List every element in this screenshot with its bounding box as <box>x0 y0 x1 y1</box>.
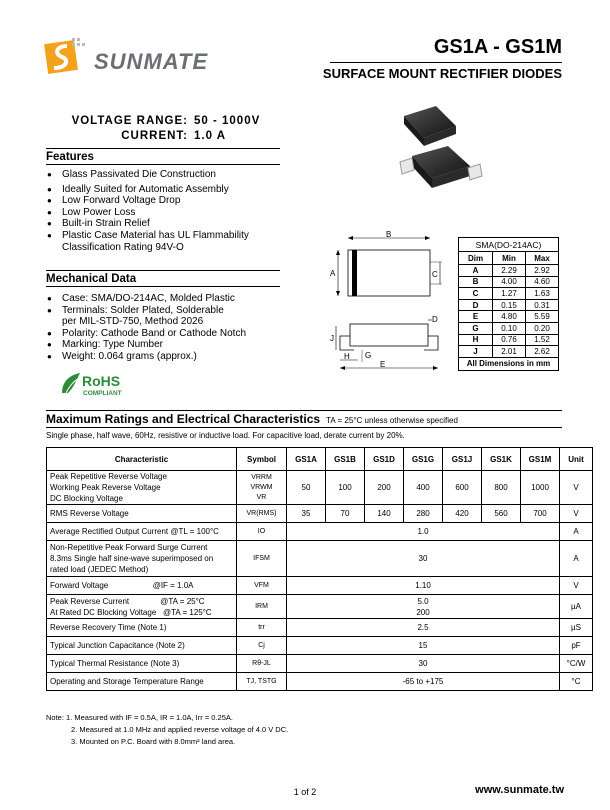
cell-line: Typical Junction Capacitance (Note 2) <box>50 641 185 650</box>
cell-line: 5.0 <box>417 596 429 606</box>
column-header: GS1K <box>482 448 521 471</box>
condition-text: TA = 25°C unless otherwise specified <box>326 416 458 425</box>
symbol-cell <box>237 595 287 619</box>
column-header: Max <box>526 252 559 265</box>
cell-line: Typical Thermal Resistance (Note 3) <box>50 659 180 668</box>
unit-cell: V <box>560 505 593 523</box>
column-header: Characteristic <box>47 448 237 471</box>
dim-label: G <box>365 351 372 360</box>
characteristic-cell <box>47 523 237 541</box>
table-cell: G <box>459 322 493 334</box>
table-cell: 1.27 <box>493 288 526 300</box>
characteristic-cell <box>47 595 237 619</box>
column-header: GS1D <box>365 448 404 471</box>
table-row <box>459 288 559 300</box>
section-title: Maximum Ratings and Electrical Characteristics <box>46 412 321 426</box>
table-cell: 4.80 <box>493 311 526 323</box>
cell-line: Cj <box>258 641 265 649</box>
cell-line: -65 to +175 <box>402 677 444 686</box>
table-cell: 0.31 <box>526 299 559 311</box>
mechanical-list <box>46 293 246 363</box>
column-header: Min <box>493 252 526 265</box>
unit-cell: pF <box>560 637 593 655</box>
dim-label: C <box>432 270 438 279</box>
value-cell: 35 <box>287 505 326 523</box>
table-row <box>47 637 593 655</box>
notes <box>46 712 288 748</box>
rohs-sub-text: COMPLIANT <box>83 390 122 397</box>
table-cell: 2.29 <box>493 265 526 277</box>
ratings-summary <box>46 114 260 144</box>
table-row <box>47 523 593 541</box>
rohs-main-text: RoHS <box>82 373 121 389</box>
value-cell: 200 <box>365 471 404 505</box>
symbol-cell <box>237 471 287 505</box>
value-cell: 700 <box>521 505 560 523</box>
cell-line: Reverse Recovery Time (Note 1) <box>50 623 167 632</box>
value-cell: 100 <box>326 471 365 505</box>
unit-cell: A <box>560 541 593 577</box>
cell-line: VR <box>256 493 267 501</box>
table-cell: 0.20 <box>526 322 559 334</box>
dim-label: E <box>380 360 386 369</box>
symbol-cell <box>237 523 287 541</box>
value-cell: 1000 <box>521 471 560 505</box>
dim-label: B <box>386 230 392 239</box>
value-cell <box>287 637 560 655</box>
cell-line: 2.5 <box>417 623 429 632</box>
value-cell <box>287 577 560 595</box>
symbol-cell <box>237 637 287 655</box>
table-row <box>47 577 593 595</box>
characteristic-cell <box>47 577 237 595</box>
characteristic-cell <box>47 471 237 505</box>
cell-line: Peak Repetitive Reverse Voltage <box>50 472 167 481</box>
table-cell: H <box>459 334 493 346</box>
cell-line: VRWM <box>250 483 273 491</box>
value-cell <box>287 619 560 637</box>
note-line: Note: 1. Measured with IF = 0.5A, IR = 1.0A, Irr = 0.25A. <box>46 713 233 722</box>
value-cell: 400 <box>404 471 443 505</box>
dimension-table <box>458 237 559 371</box>
value-cell: 560 <box>482 505 521 523</box>
table-cell: J <box>459 346 493 358</box>
load-note: Single phase, half wave, 60Hz, resistive or inductive load. For capacitive load, derate current by 20%. <box>46 431 405 440</box>
ratings-table <box>46 447 593 691</box>
cell-line: TJ, TSTG <box>246 677 277 685</box>
cell-line: 1.0 <box>417 527 429 536</box>
value-cell: 420 <box>443 505 482 523</box>
table-cell: 4.60 <box>526 276 559 288</box>
table-row <box>459 346 559 358</box>
cell-line: RMS Reverse Voltage <box>50 509 129 518</box>
dim-label: A <box>330 269 336 278</box>
table-row <box>47 505 593 523</box>
table-cell: 5.59 <box>526 311 559 323</box>
table-cell: 1.52 <box>526 334 559 346</box>
table-row <box>459 311 559 323</box>
list-item: ● Ideally Suited for Automatic Assembly <box>46 184 249 196</box>
list-item: ● Weight: 0.064 grams (approx.) <box>46 351 246 363</box>
unit-cell: V <box>560 577 593 595</box>
table-row <box>459 299 559 311</box>
table-cell: B <box>459 276 493 288</box>
unit-cell: µS <box>560 619 593 637</box>
unit-cell: µA <box>560 595 593 619</box>
table-row <box>47 619 593 637</box>
value-cell <box>287 673 560 691</box>
table-row <box>459 265 559 277</box>
table-cell: 0.10 <box>493 322 526 334</box>
characteristic-cell <box>47 655 237 673</box>
list-item: ● Low Power Loss <box>46 207 249 219</box>
cell-line: 200 <box>416 607 430 617</box>
column-header: GS1A <box>287 448 326 471</box>
unit-cell: °C <box>560 673 593 691</box>
cell-line: IFSM <box>253 554 270 562</box>
table-cell: E <box>459 311 493 323</box>
cell-line: 30 <box>418 554 428 563</box>
dim-label: D <box>432 315 438 324</box>
page-number: 1 of 2 <box>293 787 317 797</box>
brand-wordmark: SUNMATE <box>94 49 209 74</box>
table-row <box>47 595 593 619</box>
value-cell <box>287 541 560 577</box>
cell-line: Operating and Storage Temperature Range <box>50 677 204 686</box>
cell-line: rated load (JEDEC Method) <box>50 565 149 574</box>
symbol-cell <box>237 673 287 691</box>
symbol-cell <box>237 577 287 595</box>
page-subtitle: SURFACE MOUNT RECTIFIER DIODES <box>322 66 562 81</box>
cell-line: At Rated DC Blocking Voltage @TA = 125°C <box>50 607 212 617</box>
symbol-cell <box>237 619 287 637</box>
table-cell: 2.62 <box>526 346 559 358</box>
sunmate-logo-icon <box>42 36 86 80</box>
value-cell <box>287 523 560 541</box>
list-item: ● Terminals: Solder Plated, Solderable <box>46 305 246 317</box>
list-item: ● Low Forward Voltage Drop <box>46 195 249 207</box>
voltage-value: 50 - 1000V <box>194 115 261 127</box>
features-list <box>46 169 249 253</box>
column-header: Symbol <box>237 448 287 471</box>
table-cell: D <box>459 299 493 311</box>
table-cell: A <box>459 265 493 277</box>
current-value: 1.0 A <box>194 130 227 142</box>
note-line: 2. Measured at 1.0 MHz and applied reverse voltage of 4.0 V DC. <box>71 725 289 734</box>
table-row <box>47 471 593 505</box>
value-cell: 140 <box>365 505 404 523</box>
symbol-cell <box>237 541 287 577</box>
column-header: GS1B <box>326 448 365 471</box>
value-cell <box>287 595 560 619</box>
table-cell: C <box>459 288 493 300</box>
symbol-cell <box>237 655 287 673</box>
cell-line: Peak Reverse Current @TA = 25°C <box>50 596 205 606</box>
list-item: ● Marking: Type Number <box>46 339 246 351</box>
value-cell: 800 <box>482 471 521 505</box>
table-cell: 1.63 <box>526 288 559 300</box>
column-header: Dim <box>459 252 493 265</box>
column-header: GS1G <box>404 448 443 471</box>
table-row <box>459 334 559 346</box>
value-cell: 50 <box>287 471 326 505</box>
value-cell: 70 <box>326 505 365 523</box>
characteristic-cell <box>47 619 237 637</box>
cell-line: DC Blocking Voltage <box>50 494 123 503</box>
table-row <box>47 655 593 673</box>
table-cell: 2.01 <box>493 346 526 358</box>
characteristic-cell <box>47 541 237 577</box>
table-cell: 4.00 <box>493 276 526 288</box>
cell-line: IRM <box>255 602 268 610</box>
table-cell: 2.92 <box>526 265 559 277</box>
dim-label: J <box>330 334 334 343</box>
cell-line: Working Peak Reverse Voltage <box>50 483 161 492</box>
value-cell: 600 <box>443 471 482 505</box>
unit-cell: V <box>560 471 593 505</box>
package-photo <box>398 104 498 209</box>
dimension-table-footer: All Dimensions in mm <box>459 357 559 370</box>
table-row <box>459 322 559 334</box>
cell-line: 15 <box>418 641 428 650</box>
cell-line: 1.10 <box>415 581 431 590</box>
cell-line: VRRM <box>251 473 272 481</box>
dim-label: H <box>344 352 350 361</box>
table-cell: 0.76 <box>493 334 526 346</box>
characteristic-cell <box>47 505 237 523</box>
symbol-cell <box>237 505 287 523</box>
list-item-continuation: Classification Rating 94V-O <box>62 241 184 253</box>
note-line: 3. Mounted on P.C. Board with 8.0mm² land area. <box>71 737 236 746</box>
cell-line: IO <box>257 527 266 535</box>
list-item: ● Plastic Case Material has UL Flammability <box>46 230 249 242</box>
characteristic-cell <box>47 637 237 655</box>
website-link[interactable]: www.sunmate.tw <box>475 784 564 796</box>
cell-line: Rθ-JL <box>252 659 271 667</box>
column-header: GS1M <box>521 448 560 471</box>
cell-line: 30 <box>418 659 428 668</box>
cell-line: VFM <box>254 581 269 589</box>
table-row <box>47 673 593 691</box>
cell-line: 8.3ms Single half sine-wave superimposed on <box>50 554 214 563</box>
list-item: ● Glass Passivated Die Construction <box>46 169 249 181</box>
title-divider <box>330 62 562 63</box>
cell-line: Non-Repetitive Peak Forward Surge Current <box>50 543 208 552</box>
list-item: ● Case: SMA/DO-214AC, Molded Plastic <box>46 293 246 305</box>
page-title: GS1A - GS1M <box>433 36 562 58</box>
dimension-table-title: SMA(DO-214AC) <box>459 238 559 252</box>
value-cell: 280 <box>404 505 443 523</box>
cell-line: Forward Voltage @IF = 1.0A <box>50 581 194 590</box>
table-row <box>47 541 593 577</box>
list-item: ● Polarity: Cathode Band or Cathode Notch <box>46 328 246 340</box>
cell-line: VR(RMS) <box>246 509 277 517</box>
list-item: ● Built-in Strain Relief <box>46 218 249 230</box>
current-label: CURRENT: <box>121 130 188 142</box>
characteristic-cell <box>47 673 237 691</box>
column-header: Unit <box>560 448 593 471</box>
table-cell: 0.15 <box>493 299 526 311</box>
mechanical-heading: Mechanical Data <box>46 273 280 287</box>
cell-line: Average Rectified Output Current @TL = 100°C <box>50 527 219 536</box>
column-header: GS1J <box>443 448 482 471</box>
rohs-badge <box>60 371 126 402</box>
features-heading: Features <box>46 151 280 165</box>
max-ratings-heading <box>46 410 562 428</box>
cell-line: trr <box>258 623 265 631</box>
package-outline-drawing <box>318 228 448 383</box>
value-cell <box>287 655 560 673</box>
table-row <box>459 276 559 288</box>
unit-cell: °C/W <box>560 655 593 673</box>
unit-cell: A <box>560 523 593 541</box>
list-item-continuation: per MIL-STD-750, Method 2026 <box>62 316 204 328</box>
voltage-label: VOLTAGE RANGE: <box>71 115 188 127</box>
